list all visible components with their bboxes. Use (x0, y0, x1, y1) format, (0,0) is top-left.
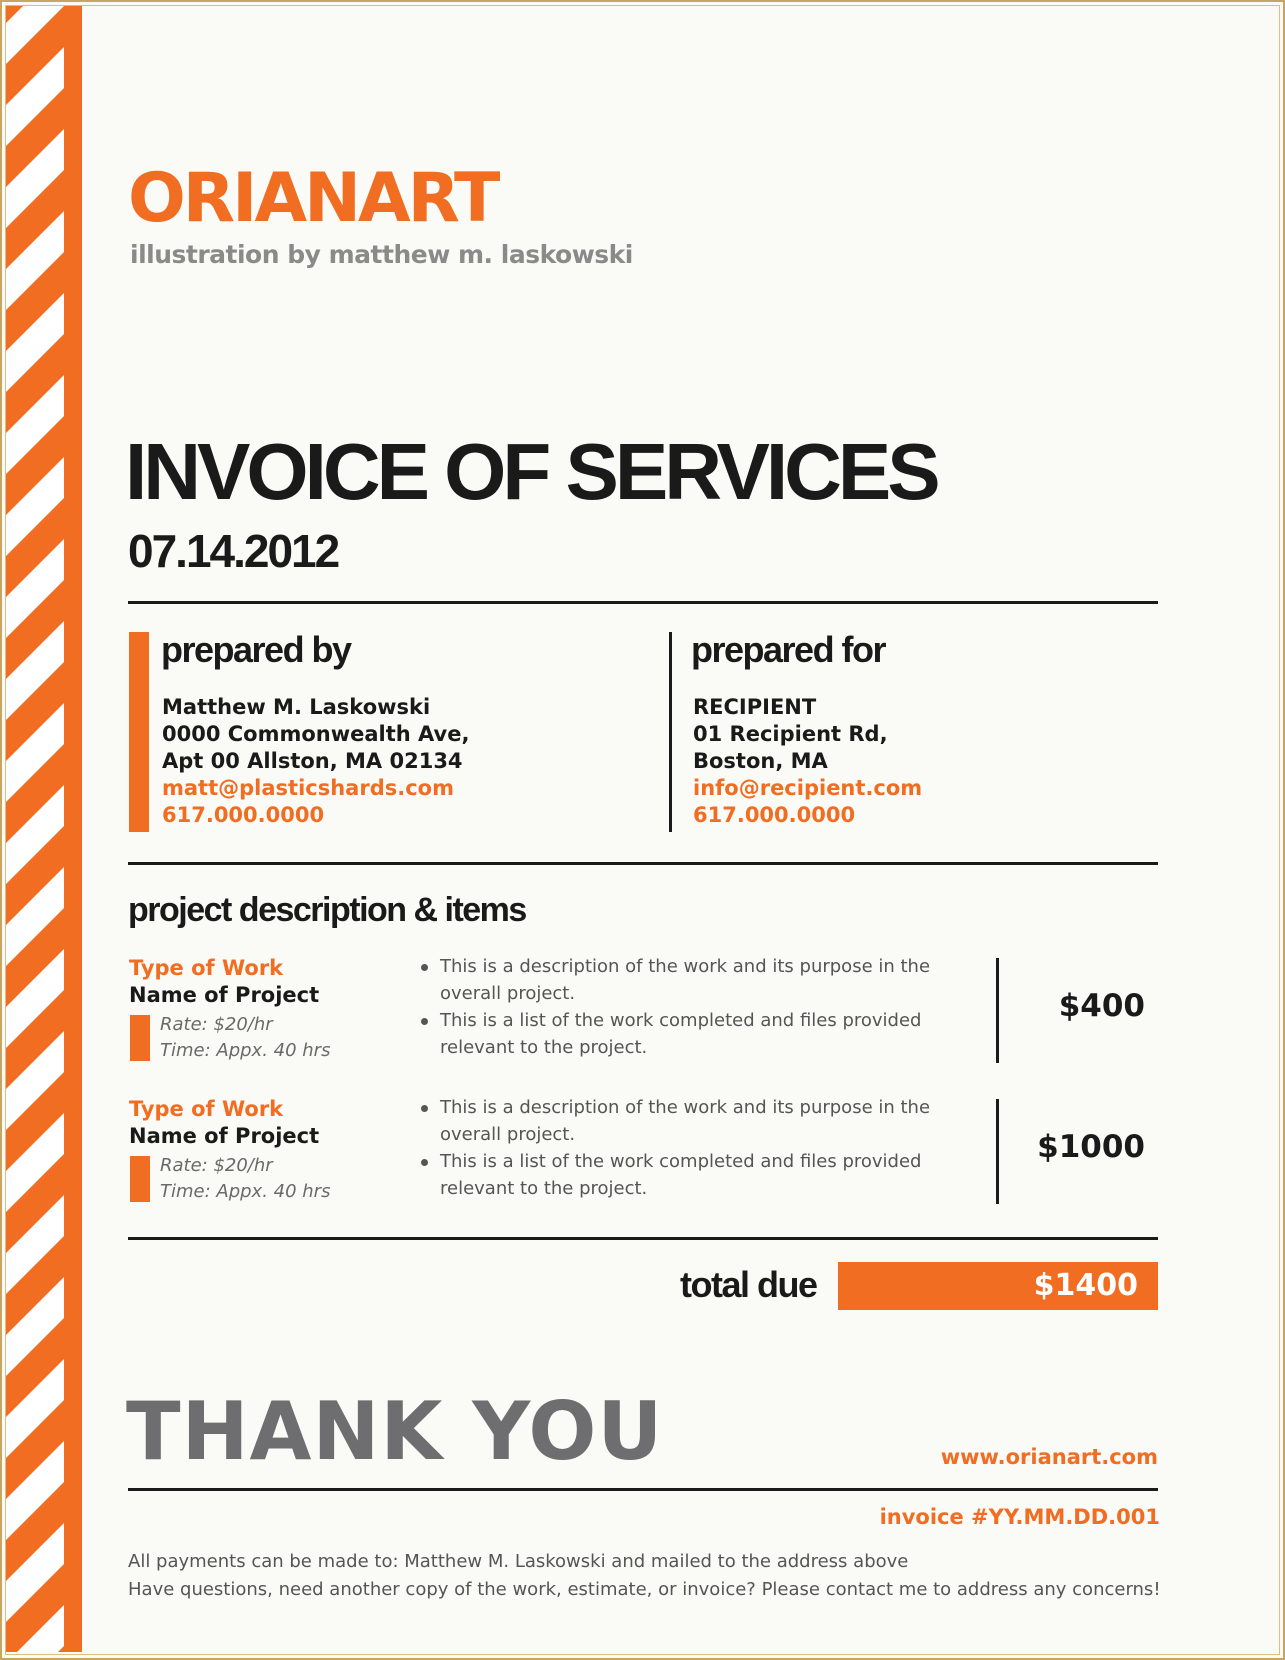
sender-address-line2: Apt 00 Allston, MA 02134 (162, 749, 463, 773)
item-bullet: This is a description of the work and its purpose in the overall project. (420, 1094, 940, 1148)
total-due-label: total due (680, 1264, 817, 1305)
invoice-date: 07.14.2012 (128, 525, 339, 577)
total-due-box (838, 1262, 1158, 1310)
item-accent-bar (130, 1015, 150, 1061)
recipient-phone: 617.000.0000 (693, 803, 856, 827)
sender-address-line1: 0000 Commonwealth Ave, (162, 722, 470, 746)
brand-logo: ORIANART (128, 159, 498, 238)
item-bullet: This is a list of the work completed and files provided relevant to the project. (420, 1148, 940, 1202)
item-price: $1000 (1037, 1129, 1145, 1165)
invoice-title: INVOICE OF SERVICES (125, 427, 937, 516)
website-link[interactable]: www.orianart.com (940, 1445, 1158, 1469)
recipient-name: RECIPIENT (693, 695, 817, 719)
divider (128, 601, 1158, 604)
prepared-for-heading: prepared for (691, 629, 886, 670)
invoice-number: invoice #YY.MM.DD.001 (879, 1505, 1160, 1529)
recipient-email[interactable]: info@recipient.com (693, 776, 923, 800)
sender-email[interactable]: matt@plasticshards.com (162, 776, 454, 800)
brand-tagline: illustration by matthew m. laskowski (130, 240, 633, 269)
item-time: Time: Appx. 40 hrs (160, 1040, 331, 1061)
sender-name: Matthew M. Laskowski (162, 695, 431, 719)
contact-note: Have questions, need another copy of the work, estimate, or invoice? Please contact me to address any concerns! (128, 1579, 1161, 1600)
item-bullet: This is a list of the work completed and files provided relevant to the project. (420, 1007, 940, 1061)
prepared-by-accent-bar (129, 632, 149, 832)
item-bullets (420, 953, 940, 1061)
items-section-title: project description & items (128, 891, 526, 929)
item-time: Time: Appx. 40 hrs (160, 1181, 331, 1202)
divider (128, 1488, 1158, 1491)
item-meta (160, 1012, 330, 1064)
thank-you-heading: THANK YOU (126, 1385, 664, 1478)
payment-notes (128, 1548, 1168, 1604)
prepared-for-divider (669, 632, 672, 832)
divider (128, 862, 1158, 865)
item-project-name: Name of Project (129, 1124, 320, 1148)
price-divider (996, 1099, 999, 1204)
payment-note: All payments can be made to: Matthew M. Laskowski and mailed to the address above (128, 1551, 909, 1572)
item-bullet: This is a description of the work and its purpose in the overall project. (420, 953, 940, 1007)
prepared-by-heading: prepared by (161, 629, 351, 670)
item-rate: Rate: $20/hr (160, 1014, 273, 1035)
recipient-address-line1: 01 Recipient Rd, (693, 722, 888, 746)
sender-phone: 617.000.0000 (162, 803, 325, 827)
item-project-name: Name of Project (129, 983, 320, 1007)
divider (128, 1237, 1158, 1240)
price-divider (996, 958, 999, 1063)
prepared-by-address (162, 694, 469, 829)
item-price: $400 (1058, 988, 1145, 1024)
prepared-for-address (693, 694, 922, 829)
recipient-address-line2: Boston, MA (693, 749, 828, 773)
total-due-value: $1400 (1033, 1268, 1138, 1303)
item-type: Type of Work (129, 1097, 284, 1121)
item-bullets (420, 1094, 940, 1202)
item-rate: Rate: $20/hr (160, 1155, 273, 1176)
item-accent-bar (130, 1156, 150, 1202)
item-meta (160, 1153, 330, 1205)
item-type: Type of Work (129, 956, 284, 980)
